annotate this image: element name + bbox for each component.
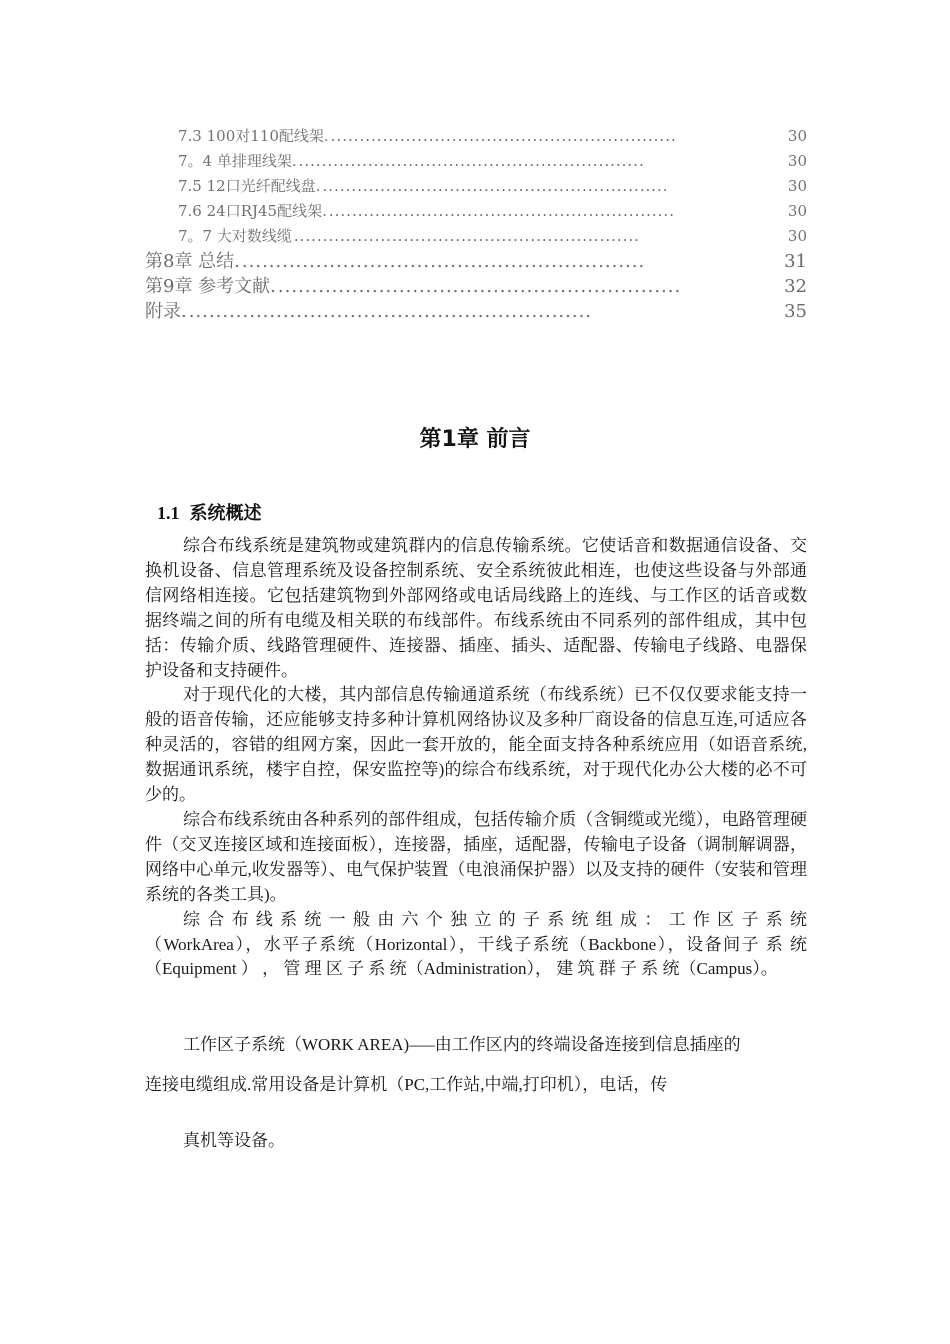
toc-entry[interactable] — [145, 124, 807, 149]
toc-page-number: 30 — [787, 127, 807, 145]
work-area-line: 工作区子系统（WORK AREA)–––由工作区内的终端设备连接到信息插座的 — [183, 1035, 741, 1054]
toc-page-number: 32 — [784, 276, 807, 297]
toc-leader-dots: ............................................................ — [293, 227, 640, 245]
toc-page-number: 35 — [784, 301, 807, 322]
toc-entry[interactable] — [145, 249, 807, 274]
section-heading — [157, 499, 262, 525]
toc-entry-title: 7。7 大对数线缆 — [178, 227, 292, 245]
toc-entry-title: 7.6 24口RJ45配线架. — [178, 202, 327, 220]
toc-entry-title: 7。4 单排理线架. — [178, 152, 297, 170]
toc-page-number: 31 — [784, 251, 807, 272]
chapter-title: 第1章 前言 — [419, 427, 531, 452]
work-area-line: 真机等设备。 — [183, 1131, 285, 1150]
toc-entry[interactable] — [145, 274, 807, 299]
work-area-line: 连接电缆组成.常用设备是计算机（PC,工作站,中端,打印机），电话，传 — [145, 1075, 668, 1094]
paragraph: 综合布线系统由各种系列的部件组成，包括传输介质（含铜缆或光缆），电路管理硬件（交叉连接区域和连接面板），连接器，插座，适配器，传输电子设备（调制解调器，网络中心单元,收发器等）、电气保护装置（电浪涌保护器）以及支持的硬件（安装和管理系统的各类工具)。 — [145, 809, 807, 904]
toc-leader-dots: ............................................................ — [188, 301, 593, 322]
toc-leader-dots: ............................................................ — [322, 177, 669, 195]
toc-leader-dots: ............................................................ — [298, 152, 645, 170]
toc-page-number: 30 — [787, 152, 807, 170]
toc-page-number: 30 — [787, 227, 807, 245]
table-of-contents — [145, 124, 807, 324]
toc-leader-dots: ............................................................ — [241, 251, 646, 272]
paragraph: 对于现代化的大楼，其内部信息传输通道系统（布线系统）已不仅仅要求能支持一般的语音传输，还应能够支持多种计算机网络协议及多种厂商设备的信息互连,可适应各种灵活的，容错的组网方案，因此一套开放的，能全面支持各种系统应用（如语音系统,数据通讯系统，楼宇自控，保安监控等)的综合布线系统，对于现代化办公大楼的必不可少的。 — [145, 685, 807, 805]
toc-entry-title: 第9章 参考文献. — [145, 276, 276, 297]
toc-entry-title: 7.5 12口光纤配线盘. — [178, 177, 321, 195]
toc-entry[interactable] — [145, 149, 807, 174]
toc-leader-dots: ............................................................ — [277, 276, 682, 297]
toc-page-number: 30 — [787, 202, 807, 220]
toc-entry[interactable] — [145, 199, 807, 224]
toc-entry-title: 第8章 总结. — [145, 251, 240, 272]
section-number: 1.1 — [157, 503, 180, 523]
toc-entry-title: 7.3 100对110配线架. — [178, 127, 329, 145]
toc-entry[interactable] — [145, 224, 807, 249]
section-title: 系统概述 — [189, 503, 262, 524]
toc-leader-dots: ............................................................ — [328, 202, 675, 220]
toc-entry-title: 附录. — [145, 301, 187, 322]
toc-entry[interactable] — [145, 299, 807, 324]
paragraph: 综 合 布 线 系 统 一 般 由 六 个 独 立 的 子 系 统 组 成 ： 工 作 区 子 系 统（WorkArea），水平子系统（Horizontal），干线子系统（Backbone），设备间子 系 统（Equipment ） ， 管 理 区 子 系 统（Administration）， 建 筑 群 子 系 统（Campus）。 — [145, 909, 807, 979]
toc-leader-dots: ............................................................ — [330, 127, 677, 145]
toc-page-number: 30 — [787, 177, 807, 195]
toc-entry[interactable] — [145, 174, 807, 199]
body-text — [145, 534, 807, 982]
paragraph: 综合布线系统是建筑物或建筑群内的信息传输系统。它使话音和数据通信设备、交换机设备、信息管理系统及设备控制系统、安全系统彼此相连，也使这些设备与外部通信网络相连接。它包括建筑物到外部网络或电话局线路上的连线、与工作区的话音或数据终端之间的所有电缆及相关联的布线部件。布线系统由不同系列的部件组成，其中包括：传输介质、线路管理硬件、连接器、插座、插头、适配器、传输电子线路、电器保护设备和支持硬件。 — [145, 536, 807, 680]
